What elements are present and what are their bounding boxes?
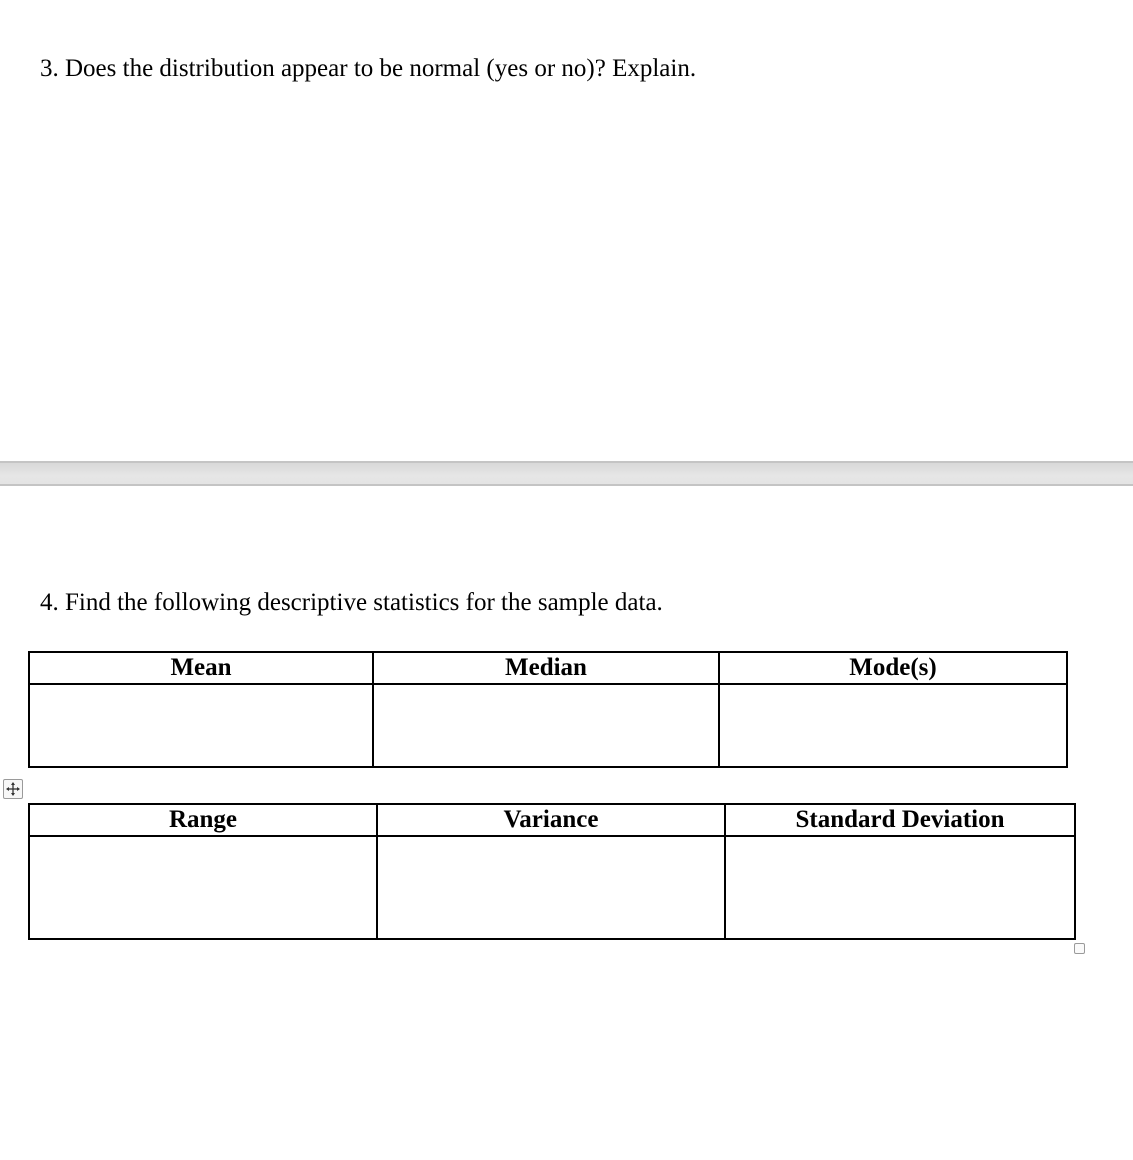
range-answer-cell[interactable] bbox=[29, 836, 377, 939]
table-row bbox=[29, 684, 1067, 767]
median-answer-cell[interactable] bbox=[373, 684, 719, 767]
header-median: Median bbox=[373, 652, 719, 684]
stats-table-central-tendency bbox=[28, 651, 1068, 768]
variance-answer-cell[interactable] bbox=[377, 836, 725, 939]
question-3-text: 3. Does the distribution appear to be normal (yes or no)? Explain. bbox=[40, 55, 697, 82]
table-resize-icon[interactable] bbox=[1074, 943, 1085, 954]
header-range: Range bbox=[29, 804, 377, 836]
table-header-row bbox=[29, 652, 1067, 684]
mean-answer-cell[interactable] bbox=[29, 684, 373, 767]
standard-deviation-answer-cell[interactable] bbox=[725, 836, 1075, 939]
question-4-text: 4. Find the following descriptive statistics for the sample data. bbox=[40, 589, 663, 616]
header-modes: Mode(s) bbox=[719, 652, 1067, 684]
table-header-row bbox=[29, 804, 1075, 836]
page-break-divider bbox=[0, 461, 1133, 486]
header-mean: Mean bbox=[29, 652, 373, 684]
table-row bbox=[29, 836, 1075, 939]
header-standard-deviation: Standard Deviation bbox=[725, 804, 1075, 836]
stats-table-dispersion bbox=[28, 803, 1076, 940]
modes-answer-cell[interactable] bbox=[719, 684, 1067, 767]
header-variance: Variance bbox=[377, 804, 725, 836]
move-arrows-icon[interactable] bbox=[3, 779, 23, 799]
